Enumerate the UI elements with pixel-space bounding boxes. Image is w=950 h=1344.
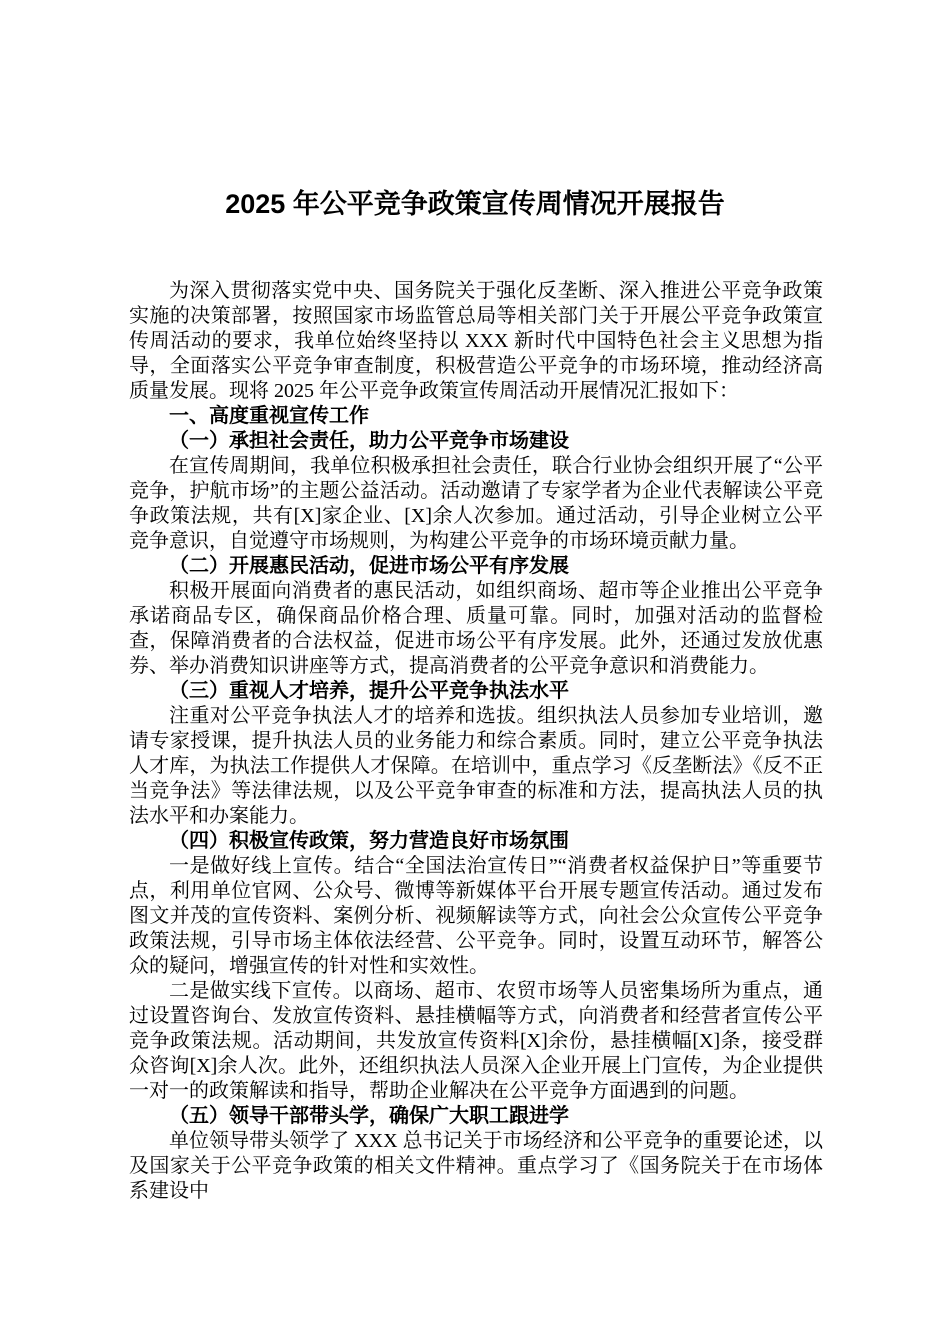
paragraph: 一是做好线上宣传。结合“全国法治宣传日”“消费者权益保护日”等重要节点，利用单位官网、公众号、微博等新媒体平台开展专题宣传活动。通过发布图文并茂的宣传资料、案例分析、视频解读等方式，向社会公众宣传公平竞争政策法规，引导市场主体依法经营、公平竞争。同时，设置互动环节，解答公众的疑问，增强宣传的针对性和实效性。 (129, 855, 823, 977)
document-body (0, 222, 950, 1204)
section-heading: 一、高度重视宣传工作 (169, 405, 369, 427)
subsection-heading: （一）承担社会责任，助力公平竞争市场建设 (169, 430, 569, 452)
paragraph: 注重对公平竞争执法人才的培养和选拔。组织执法人员参加专业培训，邀请专家授课，提升执法人员的业务能力和综合素质。同时，建立公平竞争执法人才库，为执法工作提供人才保障。在培训中，重点学习《反垄断法》《反不正当竞争法》等法律法规，以及公平竞争审查的标准和方法，提高执法人员的执法水平和办案能力。 (129, 705, 823, 827)
paragraph: 为深入贯彻落实党中央、国务院关于强化反垄断、深入推进公平竞争政策实施的决策部署，按照国家市场监管总局等相关部门关于开展公平竞争政策宣传周活动的要求，我单位始终坚持以 XXX 新时代中国特色社会主义思想为指导，全面落实公平竞争审查制度，积极营造公平竞争的市场环境，推动经济高质量发展。现将 2025 年公平竞争政策宣传周活动开展情况汇报如下： (129, 280, 823, 402)
subsection-heading: （二）开展惠民活动，促进市场公平有序发展 (169, 555, 569, 577)
document-title: 2025 年公平竞争政策宣传周情况开展报告 (225, 189, 725, 219)
paragraph: 单位领导带头领学了 XXX 总书记关于市场经济和公平竞争的重要论述，以及国家关于公平竞争政策的相关文件精神。重点学习了《国务院关于在市场体系建设中 (129, 1130, 823, 1202)
subsection-heading: （四）积极宣传政策，努力营造良好市场氛围 (169, 830, 569, 852)
paragraph: 在宣传周期间，我单位积极承担社会责任，联合行业协会组织开展了“公平竞争，护航市场”的主题公益活动。活动邀请了专家学者为企业代表解读公平竞争政策法规，共有[X]家企业、[X]余人次参加。通过活动，引导企业树立公平竞争意识，自觉遵守市场规则，为构建公平竞争的市场环境贡献力量。 (129, 455, 823, 552)
subsection-heading: （三）重视人才培养，提升公平竞争执法水平 (169, 680, 569, 702)
paragraph: 二是做实线下宣传。以商场、超市、农贸市场等人员密集场所为重点，通过设置咨询台、发放宣传资料、悬挂横幅等方式，向消费者和经营者宣传公平竞争政策法规。活动期间，共发放宣传资料[X]余份，悬挂横幅[X]条，接受群众咨询[X]余人次。此外，还组织执法人员深入企业开展上门宣传，为企业提供一对一的政策解读和指导，帮助企业解决在公平竞争方面遇到的问题。 (129, 980, 823, 1102)
paragraph: 积极开展面向消费者的惠民活动，如组织商场、超市等企业推出公平竞争承诺商品专区，确保商品价格合理、质量可靠。同时，加强对活动的监督检查，保障消费者的合法权益，促进市场公平有序发展。此外，还通过发放优惠券、举办消费知识讲座等方式，提高消费者的公平竞争意识和消费能力。 (129, 580, 823, 677)
subsection-heading: （五）领导干部带头学，确保广大职工跟进学 (169, 1105, 569, 1127)
